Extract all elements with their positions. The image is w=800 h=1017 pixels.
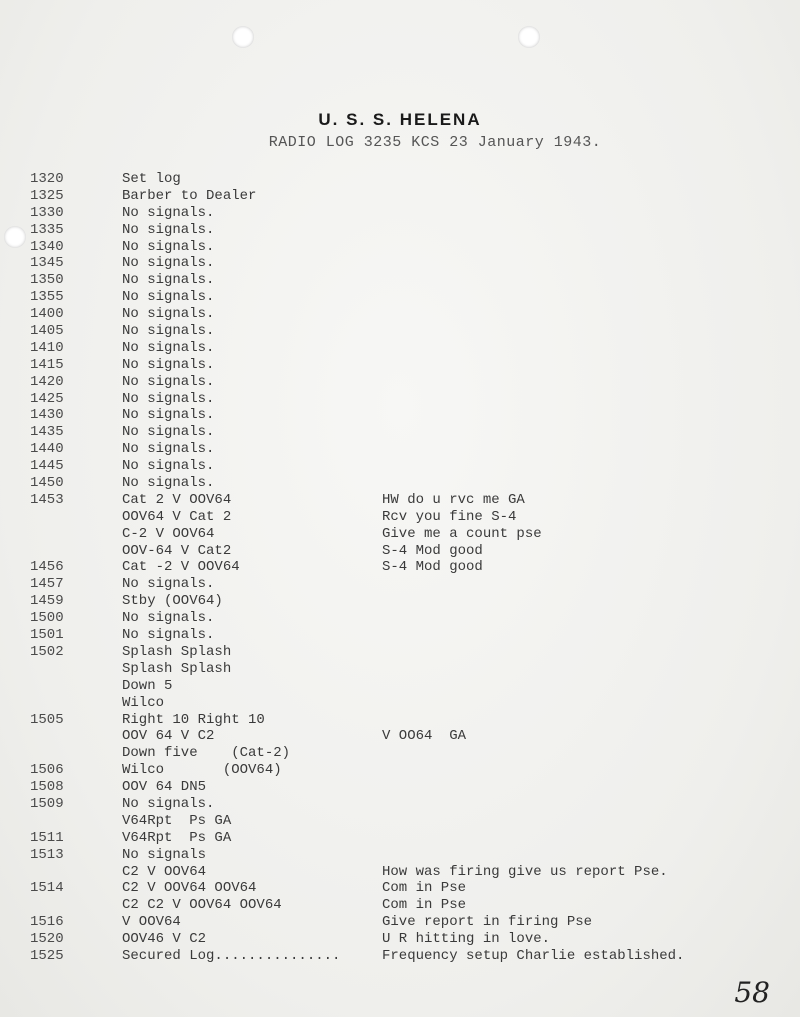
log-entry [30, 644, 770, 661]
log-message: C-2 V OOV64 [122, 525, 215, 542]
log-time: 1511 [30, 829, 64, 846]
log-time: 1430 [30, 407, 64, 424]
document-subtitle: RADIO LOG 3235 KCS 23 January 1943. [268, 134, 602, 151]
log-entry [30, 255, 770, 272]
log-entry [30, 745, 770, 762]
log-message: No signals. [122, 627, 215, 644]
log-time: 1506 [30, 762, 64, 779]
log-time: 1450 [30, 475, 64, 492]
log-message: V64Rpt Ps GA [122, 829, 232, 846]
log-message: Splash Splash [122, 643, 232, 660]
log-time: 1440 [30, 441, 64, 458]
log-entry [30, 272, 770, 289]
punch-hole [518, 26, 540, 48]
log-message: No signals [122, 846, 207, 863]
log-remark: HW do u rvc me GA [382, 491, 525, 508]
log-remark: S-4 Mod good [382, 559, 483, 576]
log-message: OOV46 V C2 [122, 931, 207, 948]
log-entry [30, 391, 770, 408]
log-entry [30, 813, 770, 830]
log-time: 1509 [30, 795, 64, 812]
log-message: OOV 64 DN5 [122, 779, 207, 796]
log-time: 1525 [30, 947, 64, 964]
log-time: 1501 [30, 627, 64, 644]
log-message: No signals. [122, 356, 215, 373]
log-remark: How was firing give us report Pse. [382, 863, 668, 880]
log-message: No signals. [122, 424, 215, 441]
log-remark: Com in Pse [382, 897, 467, 914]
page-number: 58 [734, 976, 770, 1009]
log-message: Wilco (OOV64) [122, 762, 282, 779]
log-message: No signals. [122, 238, 215, 255]
log-entry [30, 695, 770, 712]
log-entry [30, 627, 770, 644]
log-time: 1500 [30, 610, 64, 627]
log-entry [30, 407, 770, 424]
log-message: No signals. [122, 441, 215, 458]
log-entry [30, 796, 770, 813]
log-time: 1335 [30, 221, 64, 238]
log-time: 1345 [30, 255, 64, 272]
log-message: No signals. [122, 610, 215, 627]
log-message: C2 C2 V OOV64 OOV64 [122, 897, 282, 914]
log-time: 1457 [30, 576, 64, 593]
log-entry [30, 340, 770, 357]
log-time: 1425 [30, 390, 64, 407]
log-message: C2 V OOV64 OOV64 [122, 880, 257, 897]
log-message: No signals. [122, 289, 215, 306]
log-time: 1330 [30, 204, 64, 221]
log-entry [30, 931, 770, 948]
log-message: Splash Splash [122, 660, 232, 677]
log-remark: U R hitting in love. [382, 931, 551, 948]
log-entry [30, 441, 770, 458]
log-remark: V OO64 GA [382, 728, 467, 745]
log-entry [30, 171, 770, 188]
log-message: No signals. [122, 306, 215, 323]
log-entry [30, 880, 770, 897]
log-entry [30, 492, 770, 509]
log-entry [30, 323, 770, 340]
log-message: Set log [122, 171, 181, 187]
log-time: 1435 [30, 424, 64, 441]
log-entry [30, 543, 770, 560]
log-time: 1505 [30, 711, 64, 728]
log-entry [30, 424, 770, 441]
document-title: U. S. S. HELENA [318, 110, 482, 129]
punch-hole [232, 26, 254, 48]
log-entry [30, 728, 770, 745]
log-time: 1325 [30, 187, 64, 204]
log-message: C2 V OOV64 [122, 863, 207, 880]
log-message: No signals. [122, 272, 215, 289]
log-entry [30, 374, 770, 391]
log-message: No signals. [122, 795, 215, 812]
log-time: 1513 [30, 846, 64, 863]
log-message: V OOV64 [122, 914, 181, 931]
log-entry [30, 458, 770, 475]
punch-hole [4, 226, 26, 248]
log-entry [30, 593, 770, 610]
log-remark: Frequency setup Charlie established. [382, 947, 685, 964]
log-message: No signals. [122, 221, 215, 238]
log-time: 1516 [30, 914, 64, 931]
log-message: No signals. [122, 576, 215, 593]
log-message: No signals. [122, 339, 215, 356]
log-entry [30, 610, 770, 627]
log-entry [30, 847, 770, 864]
log-message: Down five (Cat-2) [122, 745, 291, 762]
log-entry [30, 526, 770, 543]
log-message: No signals. [122, 373, 215, 390]
log-entry [30, 205, 770, 222]
log-message: Down 5 [122, 677, 173, 694]
log-time: 1340 [30, 238, 64, 255]
log-time: 1508 [30, 779, 64, 796]
log-message: No signals. [122, 458, 215, 475]
log-entry [30, 661, 770, 678]
log-message: Cat -2 V OOV64 [122, 559, 240, 576]
log-entry [30, 830, 770, 847]
log-entry [30, 948, 770, 965]
log-time: 1400 [30, 306, 64, 323]
log-message: Wilco [122, 694, 165, 711]
log-time: 1445 [30, 458, 64, 475]
log-time: 1514 [30, 880, 64, 897]
log-entry [30, 222, 770, 239]
log-entry [30, 289, 770, 306]
log-entry [30, 712, 770, 729]
log-time: 1502 [30, 643, 64, 660]
log-entry [30, 509, 770, 526]
log-time: 1453 [30, 491, 64, 508]
log-remark: Give me a count pse [382, 525, 542, 542]
log-remark: S-4 Mod good [382, 542, 483, 559]
log-message: V64Rpt Ps GA [122, 812, 232, 829]
log-message: OOV64 V Cat 2 [122, 508, 232, 525]
log-time: 1420 [30, 373, 64, 390]
log-time: 1520 [30, 931, 64, 948]
log-time: 1459 [30, 593, 64, 610]
log-message: OOV 64 V C2 [122, 728, 215, 745]
log-entry [30, 357, 770, 374]
log-remark: Com in Pse [382, 880, 467, 897]
log-entry [30, 306, 770, 323]
radio-log-table [30, 171, 770, 965]
log-message: Stby (OOV64) [122, 593, 223, 610]
log-entry [30, 678, 770, 695]
log-entry [30, 475, 770, 492]
log-entry [30, 762, 770, 779]
log-entry [30, 779, 770, 796]
log-entry [30, 239, 770, 256]
log-message: No signals. [122, 323, 215, 340]
log-message: No signals. [122, 255, 215, 272]
log-message: No signals. [122, 204, 215, 221]
log-remark: Give report in firing Pse [382, 914, 593, 931]
log-message: Barber to Dealer [122, 187, 257, 204]
log-time: 1350 [30, 272, 64, 289]
log-entry [30, 559, 770, 576]
log-message: No signals. [122, 407, 215, 424]
log-entry [30, 864, 770, 881]
log-entry [30, 897, 770, 914]
log-time: 1415 [30, 356, 64, 373]
log-entry [30, 576, 770, 593]
log-time: 1410 [30, 339, 64, 356]
log-time: 1456 [30, 559, 64, 576]
log-entry [30, 914, 770, 931]
log-message: No signals. [122, 390, 215, 407]
log-time: 1320 [30, 171, 64, 187]
log-remark: Rcv you fine S-4 [382, 508, 517, 525]
log-time: 1405 [30, 323, 64, 340]
log-entry [30, 188, 770, 205]
log-message: OOV-64 V Cat2 [122, 542, 232, 559]
log-message: No signals. [122, 475, 215, 492]
log-message: Secured Log............... [122, 947, 341, 964]
log-message: Cat 2 V OOV64 [122, 491, 232, 508]
log-message: Right 10 Right 10 [122, 711, 265, 728]
log-time: 1355 [30, 289, 64, 306]
